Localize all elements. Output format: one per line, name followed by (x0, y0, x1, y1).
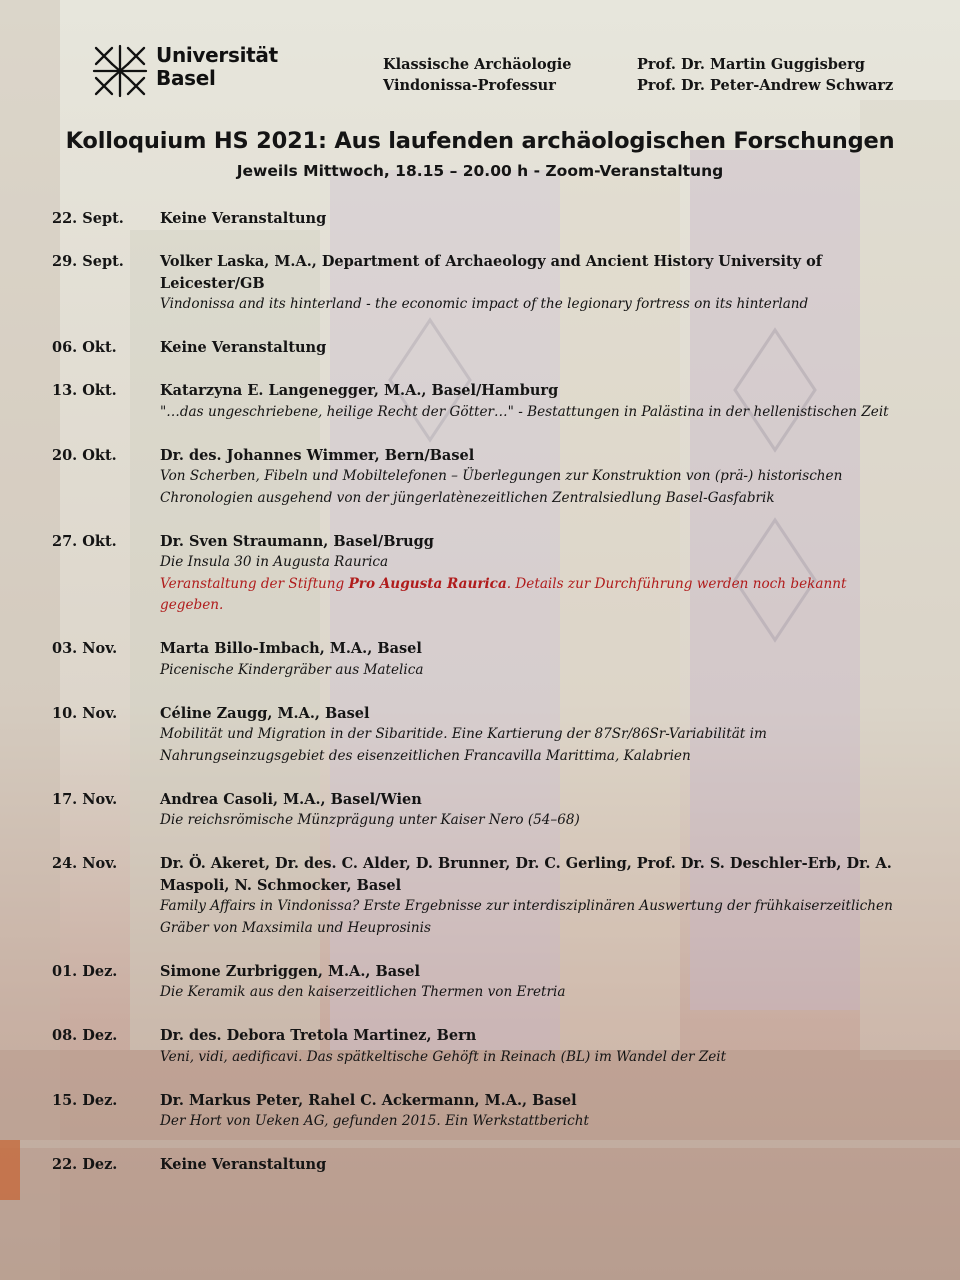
entry-date: 08. Dez. (52, 1027, 118, 1044)
entry-date: 29. Sept. (52, 253, 124, 270)
entry-date: 27. Okt. (52, 532, 117, 550)
entry-date: 10. Nov. (52, 704, 118, 722)
entry-speaker: Katarzyna E. Langenegger, M.A., Basel/Hamburg (160, 382, 559, 399)
entry-talk-title: Die Insula 30 in Augusta Raurica (160, 554, 389, 570)
foundation-name: Pro Augusta Raurica (348, 575, 507, 592)
entry-date: 22. Sept. (52, 210, 124, 227)
schedule-entry (52, 380, 912, 423)
schedule-entry (52, 337, 912, 359)
entry-speaker: Dr. des. Debora Tretola Martinez, Bern (160, 1027, 477, 1044)
entry-note: Veranstaltung der Stiftung Pro Augusta Raurica. Details zur Durchführung werden noch bekannt gegeben. (160, 575, 847, 613)
department-info: Klassische Archäologie Vindonissa-Professur (383, 56, 572, 94)
entry-talk-title: Picenische Kindergräber aus Matelica (160, 661, 424, 678)
entry-date: 20. Okt. (52, 446, 117, 464)
schedule-entry (52, 1025, 912, 1068)
entry-talk-title: Von Scherben, Fibeln und Mobiltelefonen – Überlegungen zur Konstruktion von (prä-) historischen Chronologien ausgehend von der jüngerlatènezeitlichen Zentralsiedlung Basel-Gasfabrik (160, 468, 843, 506)
entry-speaker: Keine Veranstaltung (160, 210, 327, 227)
entry-date: 01. Dez. (52, 962, 118, 980)
entry-talk-title: Vindonissa and its hinterland - the economic impact of the legionary fortress on its hinterland (160, 296, 809, 312)
schedule-list (52, 208, 912, 1197)
schedule-entry (52, 853, 912, 939)
entry-talk-title: Die reichsrömische Münzprägung unter Kaiser Nero (54–68) (160, 812, 580, 828)
entry-speaker: Keine Veranstaltung (160, 339, 327, 356)
entry-date: 13. Okt. (52, 382, 117, 399)
entry-talk-title: "…das ungeschriebene, heilige Recht der Götter…" - Bestattungen in Palästina in der hellenistischen Zeit (160, 403, 889, 420)
entry-speaker: Simone Zurbriggen, M.A., Basel (160, 962, 421, 980)
entry-speaker: Volker Laska, M.A., Department of Archaeology and Ancient History University of Leicester/GB (160, 253, 823, 292)
entry-speaker: Keine Veranstaltung (160, 1156, 327, 1173)
entry-date: 22. Dez. (52, 1156, 118, 1173)
schedule-entry (52, 531, 912, 617)
entry-speaker: Andrea Casoli, M.A., Basel/Wien (160, 790, 422, 808)
entry-talk-title: Mobilität und Migration in der Sibaritide. Eine Kartierung der 87Sr/86Sr-Variabilität im Nahrungseinzugsgebiet des eisenzeitlichen Francavilla Marittima, Kalabrien (160, 726, 767, 764)
university-logo (90, 42, 278, 100)
schedule-entry (52, 638, 912, 681)
schedule-entry (52, 445, 912, 510)
entry-speaker: Céline Zaugg, M.A., Basel (160, 704, 370, 722)
schedule-entry (52, 1090, 912, 1133)
entry-speaker: Dr. Sven Straumann, Basel/Brugg (160, 532, 434, 550)
entry-date: 15. Dez. (52, 1091, 118, 1109)
entry-date: 03. Nov. (52, 640, 118, 657)
entry-talk-title: Veni, vidi, aedificavi. Das spätkeltische Gehöft in Reinach (BL) im Wandel der Zeit (160, 1048, 727, 1065)
schedule-entry (52, 961, 912, 1004)
page-subtitle: Jeweils Mittwoch, 18.15 – 20.00 h - Zoom-Veranstaltung (236, 162, 724, 180)
professors-info: Prof. Dr. Martin Guggisberg Prof. Dr. Peter-Andrew Schwarz (637, 56, 894, 94)
university-emblem-icon (90, 42, 150, 100)
logo-wordmark: Universität Basel (156, 43, 278, 90)
schedule-entry (52, 1154, 912, 1176)
schedule-entry (52, 789, 912, 832)
entry-date: 17. Nov. (52, 790, 118, 808)
page-title: Kolloquium HS 2021: Aus laufenden archäologischen Forschungen (65, 128, 895, 154)
entry-speaker: Dr. Ö. Akeret, Dr. des. C. Alder, D. Brunner, Dr. C. Gerling, Prof. Dr. S. Deschler-Erb, Dr. A. Maspoli, N. Schmocker, Basel (160, 855, 892, 894)
entry-date: 24. Nov. (52, 855, 118, 872)
entry-date: 06. Okt. (52, 339, 117, 356)
schedule-entry (52, 251, 912, 316)
schedule-entry (52, 208, 912, 230)
entry-speaker: Dr. des. Johannes Wimmer, Bern/Basel (160, 446, 475, 464)
schedule-entry (52, 703, 912, 768)
entry-talk-title: Die Keramik aus den kaiserzeitlichen Thermen von Eretria (160, 984, 566, 1000)
entry-talk-title: Der Hort von Ueken AG, gefunden 2015. Ein Werkstattbericht (160, 1113, 589, 1129)
entry-speaker: Dr. Markus Peter, Rahel C. Ackermann, M.A., Basel (160, 1091, 577, 1109)
entry-talk-title: Family Affairs in Vindonissa? Erste Ergebnisse zur interdisziplinären Auswertung der frühkaiserzeitlichen Gräber von Maxsimila und Heuprosinis (160, 898, 893, 936)
entry-speaker: Marta Billo-Imbach, M.A., Basel (160, 640, 422, 657)
